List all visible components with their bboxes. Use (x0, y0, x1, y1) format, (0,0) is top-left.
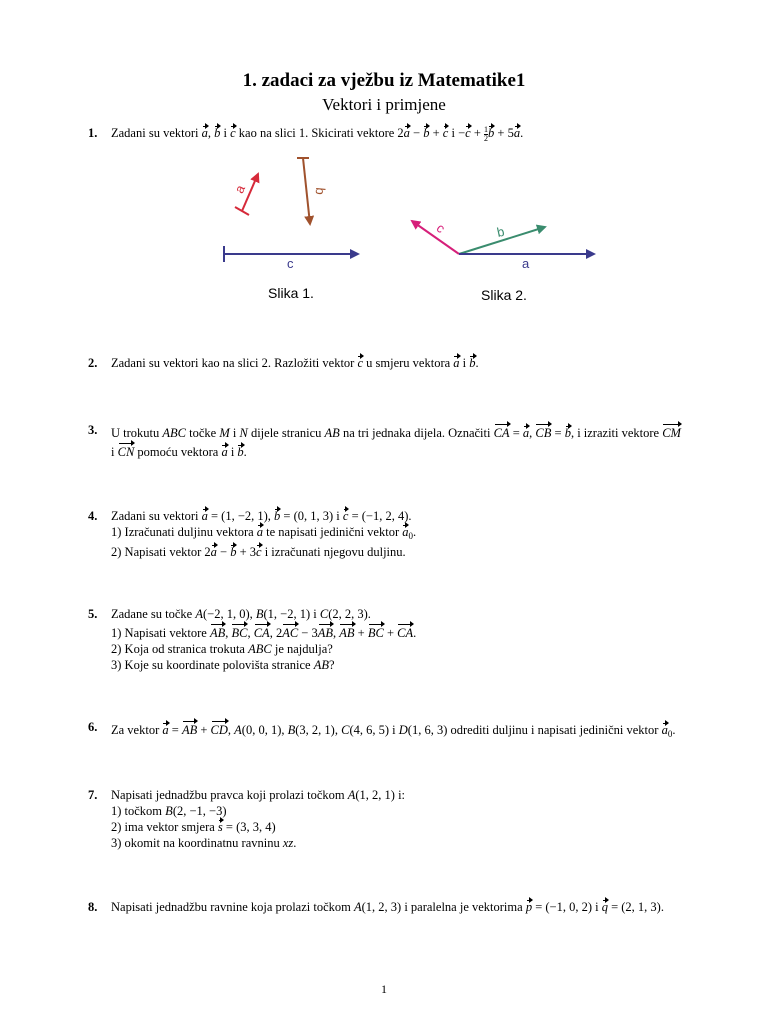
figure-1 (224, 158, 358, 301)
document-title: 1. zadaci za vježbu iz Matematike1 (242, 70, 526, 91)
task-number: 2. (88, 356, 98, 370)
fig1-label-c: c (287, 256, 294, 271)
vector-a-red (231, 174, 258, 215)
task-number: 5. (88, 607, 98, 621)
fig2-label-b: b (495, 223, 506, 240)
task-7 (88, 787, 728, 851)
vector-c-pink (412, 220, 459, 254)
task-3 (88, 422, 728, 460)
document-subtitle: Vektori i primjene (322, 95, 446, 114)
fig2-label-c: c (433, 220, 449, 237)
task-text: Zadani su vektori a = (1, −2, 1), b = (0, 1, 3) i c = (−1, 2, 4). 1) Izračunati duljinu vektora a te napisati jedinični vektor $a_0$. 2) Napisati vektor 2a − b + 3c i izračunati njegovu duljinu. (111, 509, 417, 559)
task-text: Zadane su točke A(−2, 1, 0), B(1, −2, 1) i C(2, 2, 3). 1) Napisati vektore AB, BC, CA, 2AC − 3AB, AB + BC + CA. 2) Koja od stranica trokuta ABC je najdulja? 3) Koje su koordinate polovišta stranice AB? (111, 607, 417, 672)
figure-2 (412, 220, 594, 303)
task-2 (88, 355, 728, 371)
task-text: Zadani su vektori kao na slici 2. Razložiti vektor c u smjeru vektora a i b. (111, 356, 479, 370)
fig1-label-a: a (231, 182, 249, 196)
task-number: 1. (88, 126, 98, 140)
figure-2-caption: Slika 2. (481, 287, 527, 303)
task-6 (88, 719, 728, 742)
task-text: U trokutu ABC točke M i N dijele stranicu AB na tri jednaka dijela. Označiti CA = a, CB = b, i izraziti vektore CM i CN pomoću vektora a i b. (111, 422, 728, 460)
vector-c-blue (224, 246, 358, 271)
task-5 (88, 606, 728, 673)
task-4 (88, 508, 728, 560)
task-text: Napisati jednadžbu ravnine koja prolazi točkom A(1, 2, 3) i paralelna je vektorima p = (−1, 0, 2) i q = (2, 1, 3). (111, 900, 664, 914)
task-8 (88, 899, 728, 915)
vector-a-blue (459, 254, 594, 271)
fig2-label-a: a (522, 256, 530, 271)
page-number: 1 (381, 982, 387, 996)
task-number: 7. (88, 788, 98, 802)
task-text: Zadani su vektori a, b i c kao na slici 1. Skicirati vektore 2a − b + c i −c + $\frac{1}{2}$ b + 5a. (111, 124, 524, 143)
vector-figures (0, 0, 768, 320)
task-number: 3. (88, 423, 98, 437)
vector-b-green (459, 224, 545, 254)
figure-1-caption: Slika 1. (268, 285, 314, 301)
task-number: 6. (88, 720, 98, 734)
task-text: Za vektor a = AB + CD, A(0, 0, 1), B(3, 2, 1), C(4, 6, 5) i D(1, 6, 3) odrediti duljinu i napisati jedinični vektor $a_0$. (111, 719, 728, 742)
task-text: Napisati jednadžbu pravca koji prolazi točkom A(1, 2, 1) i: 1) točkom B(2, −1, −3) 2) ima vektor smjera s = (3, 3, 4) 3) okomit na koordinatnu ravninu xz. (111, 788, 406, 850)
task-number: 4. (88, 509, 98, 523)
fig1-label-b: b (312, 186, 329, 196)
task-number: 8. (88, 900, 98, 914)
vector-b-brown (297, 158, 328, 224)
